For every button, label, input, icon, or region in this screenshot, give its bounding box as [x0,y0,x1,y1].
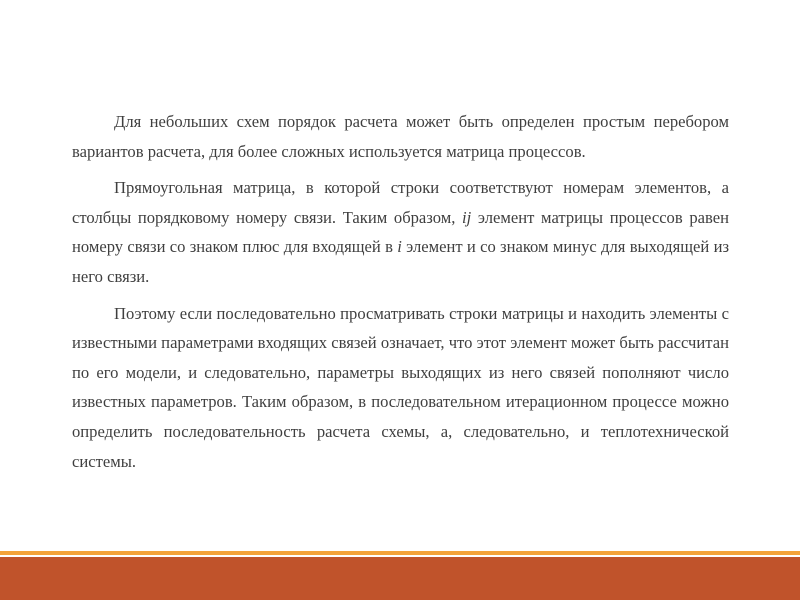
paragraph-3: Поэтому если последовательно просматривать строки матрицы и находить элементы с известными параметрами входящих связей означает, что этот элемент может быть рассчитан по его модели, и следовательно, параметры выходящих из него связей пополняют число известных параметров. Таким образом, в последовательном итерационном процессе можно определить последовательность расчета схемы, а, следовательно, и теплотехнической системы. [72,303,729,471]
footer-accent-line [0,551,800,555]
slide-body [72,107,729,476]
paragraph-2-part-1: Прямоугольная матрица, в которой строки соответствуют номерам элементов, а столбцы порядковому номеру связи. Таким образом, [72,178,729,227]
paragraph-2-part-2: элемент матрицы процессов равен номеру связи со знаком плюс для входящей в [72,207,729,257]
paragraph-1: Для небольших схем порядок расчета может быть определен простым перебором вариантов расчета, для более сложных используется матрица процессов. [72,112,729,161]
paragraph-2-part-3: элемент и со знаком минус для выходящей из него связи. [72,237,729,286]
paragraph-2-italic-ij: ij [462,207,472,227]
footer-accent-bar [0,557,800,600]
paragraph-2 [72,173,729,291]
paragraph-2-italic-i: i [397,237,402,257]
